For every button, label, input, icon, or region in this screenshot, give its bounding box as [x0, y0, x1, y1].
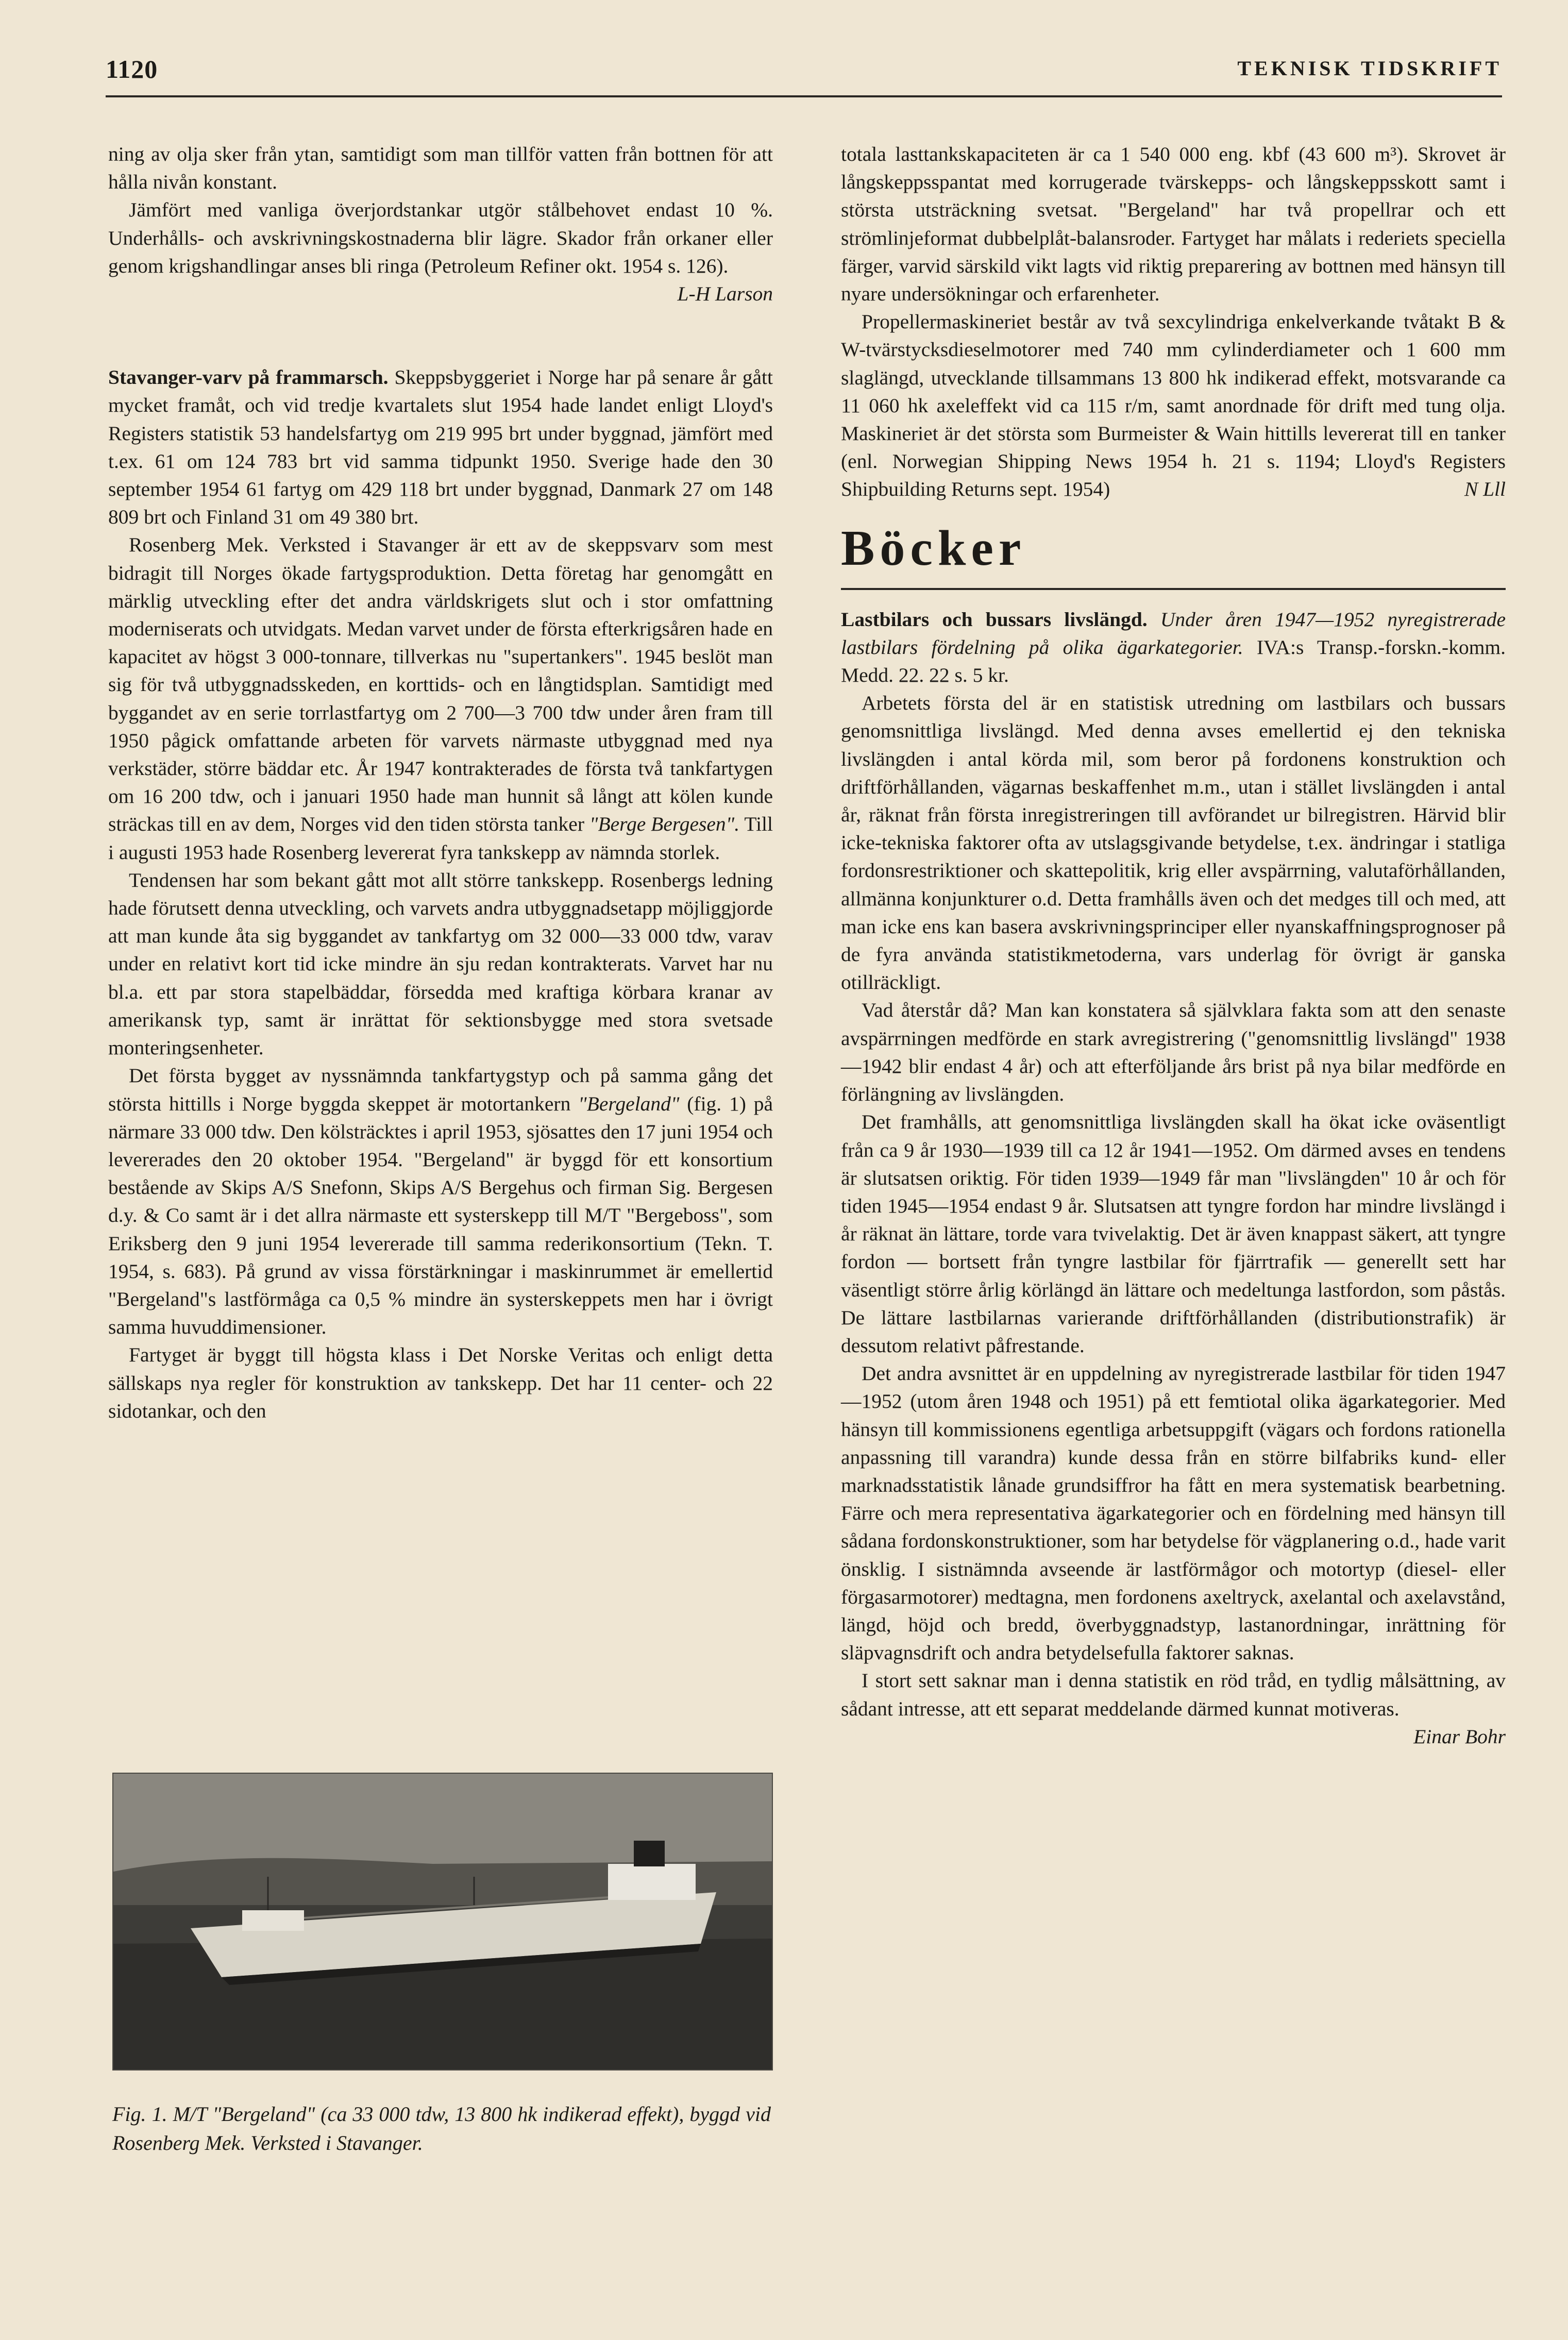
paragraph-text: (fig. 1) på närmare 33 000 tdw. Den kölsträcktes i april 1953, sjösattes den 17 juni 1954 och levererades den 20 oktober 1954. "Bergeland" är byggd för ett konsortium bestående av Skips A/S Snefonn, Skips A/S Bergehus och firman Sig. Bergesen d.y. & Co samt är i det allra närmaste ett systerskepp till M/T "Bergeboss", som Eriksberg den 9 juni 1954 levererade till samma rederikonsortium (Tekn. T. 1954, s. 683). På grund av vissa förstärkningar i maskinrummet är emellertid "Bergeland"s lastförmåga ca 0,5 % mindre än systerskeppets men har i övrigt samma huvuddimensioner. [108, 1092, 773, 1339]
left-column [108, 140, 773, 1425]
book-review-heading [841, 605, 1506, 689]
book-reference: IVA:s Transp.-forskn.-komm. Medd. 22. 22 s. 5 kr. [841, 635, 1506, 687]
paragraph: Det andra avsnittet är en uppdelning av nyregistrerade lastbilar för tiden 1947—1952 (utom åren 1948 och 1951) på ett femtiotal olika ägarkategorier. Med hänsyn till kommissionens egentliga arbetsuppgift (vägars och fordons rationella anpassning till varandra) kunde dessa från en större bilfabriks kund- eller marknadsstatistik lånade grundsiffror ha fått en mera systematisk bearbetning. Färre och mera representativa ägarkategorier och en fördelning med hänsyn till sådana fordonskonstruktioner, som har betydelse för vägplanering o.d., hade varit önsklig. I sistnämnda avseende är lastförmågor och motortyp (diesel- eller förgasarmotorer) medtagna, men fordonens axeltryck, axelantal och axelavstånd, längd, höjd och bredd, överbyggnadstyp, lastanordningar, inrättning för släpvagnsdrift och andra betydelsefulla faktorer saknas. [841, 1362, 1506, 1664]
article-paragraph [108, 363, 773, 531]
paragraph: Fartyget är byggt till högsta klass i Det Norske Veritas och enligt detta sällskaps nya regler för konstruktion av tankskepp. Det har 11 center- och 22 sidotankar, och den [108, 1343, 773, 1422]
paragraph-text: Propellermaskineriet består av två sexcylindriga enkelverkande tvåtakt B & W-tvärstycksdieselmotorer med 740 mm cylinderdiameter och 1 600 mm slaglängd, utvecklande tillsammans 13 800 hk indikerad effekt, motsvarande ca 11 060 hk axeleffekt vid ca 115 r/m, samt anordnade för drift med tung olja. Maskineriet är det största som Burmeister & Wain hittills levererat till en tanker (enl. Norwegian Shipping News 1954 h. 21 s. 1194; Lloyd's Registers Shipbuilding Returns sept. 1954) [841, 310, 1506, 501]
ship-name: "Bergeland" [578, 1092, 680, 1115]
paragraph: totala lasttankskapaciteten är ca 1 540 000 eng. kbf (43 600 m³). Skrovet är långskeppsspantat med korrugerade tvärskepps- och långskeppsskott samt i största utsträckning svetsat. "Bergeland" har två propellrar och ett strömlinjeformat dubbelplåt-balansroder. Fartyget har målats i rederiets speciella färger, varvid särskild vikt lagts vid riktig preparering av bottnen med hänsyn till nyare undersökningar och erfarenheter. [841, 143, 1506, 306]
right-column [841, 140, 1506, 1750]
author-signature: Einar Bohr [1413, 1725, 1506, 1748]
paragraph: Det framhålls, att genomsnittliga livslängden skall ha ökat icke oväsentligt från ca 9 år 1930—1939 till ca 12 år 1941—1952. Om därmed avses en tendens är slutsatsen oriktig. För tiden 1939—1949 får man "livslängden" 10 år och för tiden 1945—1954 endast 9 år. Slutsatsen att tyngre fordon har mindre livslängd i år räknat än lättare, torde vara tvivelaktig. Det är även knappast säkert, att tyngre fordon — bortsett från tyngre lastbilar för fjärrtrafik — generellt sett har väsentligt större årlig körlängd än lättare och medeltunga lastfordon, som påstås. De lättare lastbilarnas varierande driftförhållanden (distributionstrafik) är dessutom relativt påfrestande. [841, 1110, 1506, 1357]
paragraph: Arbetets första del är en statistisk utredning om lastbilars och bussars genomsnittliga livslängd. Med denna avses emellertid ej den tekniska livslängden i antal körda mil, som beror på fordonens konstruktion och driftförhållanden, vägarnas beskaffenhet m.m., utan i stället livslängden i antal år, räknat från första inregistreringen till avförandet ur bilregistren. Härvid blir icke-tekniska faktorer ofta av utslagsgivande betydelse, t.ex. ändringar i statliga fordonsrestriktioner och skattepolitik, krig eller avspärrning, valutaförhållanden, allmänna konjunkturer o.d. Detta framhålls även och det medges till och med, att man icke ens kan basera avskrivningsprinciper eller nyanskaffningsprognoser på de fyra använda statistikmetoderna, vars underlag för övrigt är ganska otillräckligt. [841, 692, 1506, 994]
journal-title: TEKNISK TIDSKRIFT [1237, 57, 1502, 80]
ship-name: "Berge Bergesen". [589, 813, 740, 836]
paragraph [841, 308, 1506, 503]
paragraph-text: I stort sett saknar man i denna statistik en röd tråd, en tydlig målsättning, av sådant intresse, att ett separat meddelande därmed kunnat motiveras. [841, 1669, 1506, 1720]
book-subtitle: Under åren 1947—1952 nyregistrerade lastbilars fördelning på olika ägarkategorier. [841, 608, 1506, 659]
ship-bridge [242, 1910, 304, 1931]
paragraph-text: Skeppsbyggeriet i Norge har på senare år gått mycket framåt, och vid tredje kvartalets slut 1954 hade landet enligt Lloyd's Registers statistik 53 handelsfartyg om 219 995 brt under byggnad, jämfört med t.ex. 61 om 124 783 brt vid samma tidpunkt 1950. Sverige hade den 30 september 1954 61 fartyg om 429 118 brt under byggnad, Danmark 27 om 148 809 brt och Finland 31 om 49 380 brt. [108, 366, 773, 529]
book-title: Lastbilars och bussars livslängd. [841, 608, 1148, 631]
paragraph [841, 1666, 1506, 1748]
paragraph-text: Rosenberg Mek. Verksted i Stavanger är ett av de skeppsvarv som mest bidragit till Norges ökade fartygsproduktion. Detta företag har genomgått en märklig utveckling efter det andra världskrigets slut och i stor omfattning moderniserats och utvidgats. Medan varvet under de första efterkrigsåren hade en kapacitet av högst 3 000-tonnare, tillverkas nu "supertankers". 1945 beslöt man sig för två utbyggnadsskeden, en korttids- och en långtidsplan. Samtidigt med byggandet av en serie torrlastfartyg om 2 700—3 700 tdw under åren fram till 1950 pågick omfattande arbeten för varvets närmaste utbyggnad med nya verkstäder, större bäddar etc. År 1947 kontrakterades de första två tankfartygen om 16 200 tdw, och i januari 1950 hade man hunnit så långt att kölen kunde sträckas till en av dem, Norges vid den tiden största tanker [108, 533, 773, 836]
section-heading: Böcker [841, 514, 1506, 590]
paragraph: ning av olja sker från ytan, samtidigt som man tillför vatten från bottnen för att hålla nivån konstant. [108, 143, 773, 194]
ship-aft-superstructure [608, 1864, 696, 1900]
figure-caption: Fig. 1. M/T "Bergeland" (ca 33 000 tdw, 13 800 hk indikerad effekt), byggd vid Rosenberg Mek. Verksted i Stavanger. [112, 2102, 771, 2154]
page-header [106, 54, 1502, 97]
page-number: 1120 [106, 55, 158, 83]
spacer [108, 308, 773, 363]
paragraph: Jämfört med vanliga överjordstankar utgör stålbehovet endast 10 %. Underhålls- och avskrivningskostnaderna blir lägre. Skador från orkaner eller genom krigshandlingar anses bli ringa (Petroleum Refiner okt. 1954 s. 126). [108, 198, 773, 277]
ship-illustration [113, 1774, 772, 2069]
paragraph: Vad återstår då? Man kan konstatera så självklara fakta som att den senaste avspärrningen medförde en stark avregistrering ("genomsnittlig livslängd" 1938—1942 blir endast 4 år) och att efterföljande års brist på nya bilar medförde en förlängning av livslängden. [841, 999, 1506, 1106]
ship-photo [112, 1773, 773, 2070]
article-title: Stavanger-varv på frammarsch. [108, 366, 389, 389]
paragraph [108, 1062, 773, 1341]
paragraph [108, 531, 773, 866]
paragraph: Tendensen har som bekant gått mot allt större tankskepp. Rosenbergs ledning hade förutsett denna utveckling, och varvets andra utbyggnadsetapp möjliggjorde att man kunde åta sig byggandet av tankfartyg om 32 000—33 000 tdw, varav under en relativt kort tid icke mindre än sju redan kontrakterats. Varvet har nu bl.a. ett par stora stapelbäddar, försedda med kraftiga körbara kranar av amerikansk typ, samt är inrättat för sektionsbygge med stora svetsade monteringsenheter. [108, 868, 773, 1059]
author-signature: L-H Larson [677, 282, 773, 306]
paragraph-text: Det första bygget av nyssnämnda tankfartygstyp och på samma gång det största hittills i Norge byggda skeppet är motortankern [108, 1064, 773, 1115]
paragraph-text: Till i augusti 1953 hade Rosenberg levererat fyra tankskepp av nämnda storlek. [108, 813, 773, 864]
ship-funnel [634, 1841, 665, 1866]
author-signature: N Lll [1464, 478, 1506, 501]
